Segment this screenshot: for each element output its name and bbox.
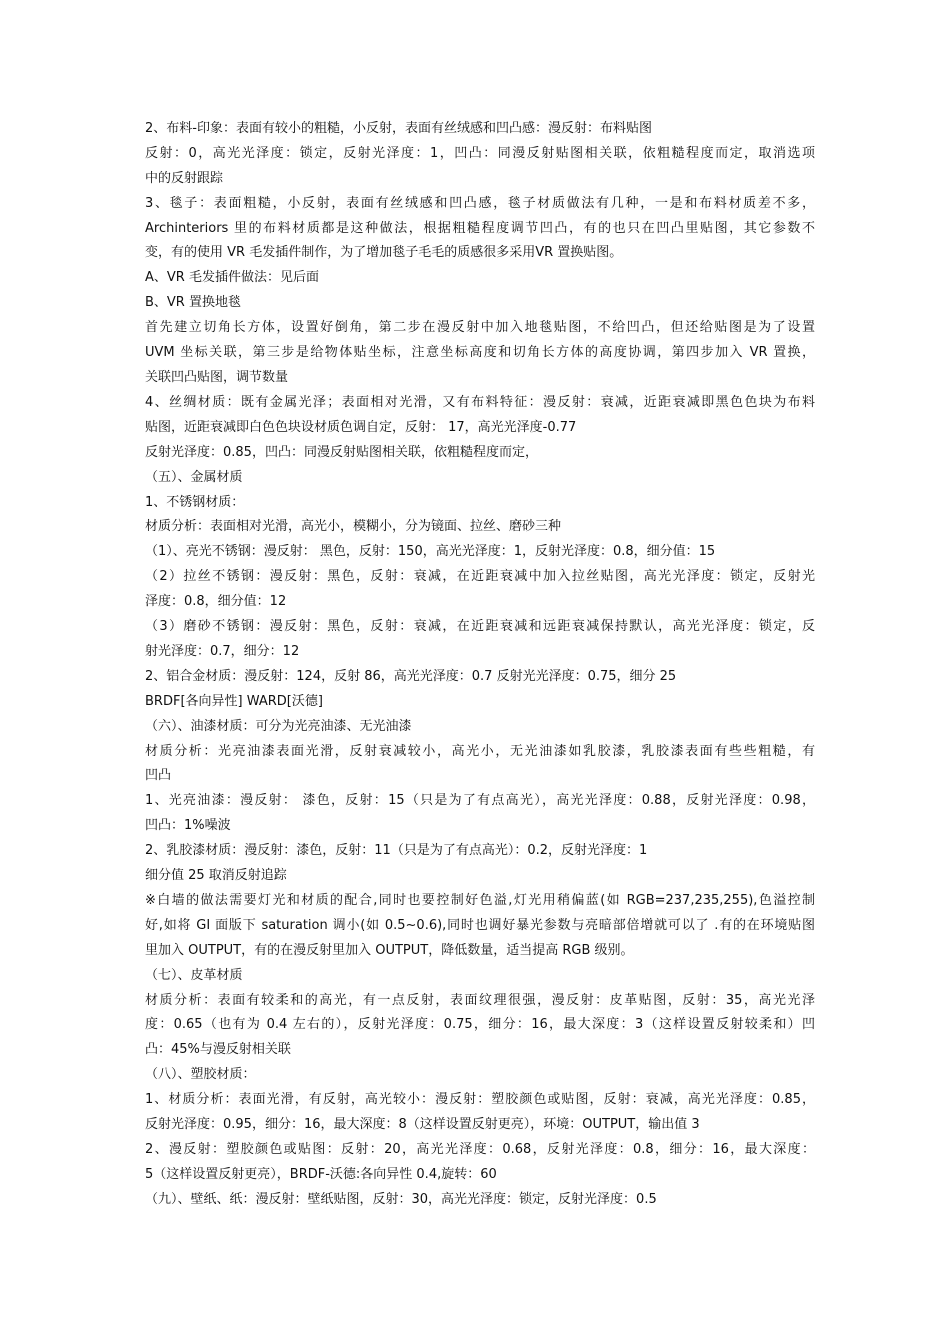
text-line: 1、材质分析：表面光滑，有反射，高光较小：漫反射：塑胶颜色或贴图，反射：衰减，高光光泽度：0.85，	[145, 1092, 815, 1108]
text-line: 1、不锈钢材质：	[145, 494, 245, 510]
text-line: 贴图，近距衰减即白色色块设材质色调自定，反射： 17，高光光泽度-0.77	[145, 419, 577, 435]
text-line: 3、毯子：表面粗糙，小反射，表面有丝绒感和凹凸感，毯子材质做法有几种，一是和布料材质差不多，	[145, 195, 815, 211]
text-line: 材质分析：光亮油漆表面光滑，反射衰减较小，高光小，无光油漆如乳胶漆，乳胶漆表面有些些粗糙，有	[145, 743, 815, 759]
text-line: 2、漫反射：塑胶颜色或贴图：反射：20，高光光泽度：0.68，反射光泽度：0.8，细分：16，最大深度：	[145, 1141, 815, 1157]
text-line: 2、布料-印象：表面有较小的粗糙，小反射，表面有丝绒感和凹凸感：漫反射：布料贴图	[145, 121, 652, 136]
text-line: A、VR 毛发插件做法：见后面	[145, 270, 319, 286]
text-line: 反射：0，高光光泽度：锁定，反射光泽度：1，凹凸：同漫反射贴图相关联，依粗糙程度而定，取消选项	[145, 145, 815, 161]
text-line: 凹凸：1%噪波	[145, 818, 231, 834]
text-line: 首先建立切角长方体，设置好倒角，第二步在漫反射中加入地毯贴图，不给凹凸，但还给贴图是为了设置	[145, 320, 815, 336]
text-line: 度：0.65（也有为 0.4 左右的），反射光泽度：0.75，细分：16，最大深度：3（这样设置反射较柔和）凹	[145, 1017, 815, 1033]
document-body	[145, 117, 815, 1213]
text-line: （3）磨砂不锈钢：漫反射：黑色，反射：衰减，在近距衰减和远距衰减保持默认，高光光泽度：锁定，反	[145, 619, 815, 635]
text-line: ※白墙的做法需要灯光和材质的配合,同时也要控制好色溢,灯光用稍偏蓝(如 RGB=237,235,255),色溢控制	[145, 892, 815, 908]
text-line: 凹凸	[145, 768, 172, 784]
text-line: Archinteriors 里的布料材质都是这种做法，根据粗糙程度调节凹凸，有的也只在凹凸里贴图，其它参数不	[145, 220, 815, 236]
text-line: 材质分析：表面有较柔和的高光，有一点反射，表面纹理很强，漫反射：皮革贴图，反射：35，高光光泽	[145, 992, 815, 1008]
text-line: 中的反射跟踪	[145, 170, 224, 186]
text-line: 2、铝合金材质：漫反射：124，反射 86，高光光泽度：0.7 反射光光泽度：0.75，细分 25	[145, 668, 677, 684]
text-line: 4、丝绸材质：既有金属光泽；表面相对光滑，又有布料特征：漫反射：衰减，近距衰减即黑色色块为布料	[145, 394, 815, 410]
text-line: 5（这样设置反射更亮），BRDF-沃德:各向异性 0.4,旋转：60	[145, 1166, 497, 1182]
text-line: 好,如将 GI 面版下 saturation 调小(如 0.5~0.6),同时也调好暴光参数与亮暗部倍增就可以了 .有的在环境贴图	[145, 917, 815, 933]
text-line: 凸：45%与漫反射相关联	[145, 1042, 291, 1058]
text-line: 变，有的使用 VR 毛发插件制作，为了增加毯子毛毛的质感很多采用VR 置换贴图。	[145, 245, 623, 261]
text-line: BRDF[各向异性] WARD[沃德]	[145, 693, 323, 709]
text-line: UVM 坐标关联，第三步是给物体贴坐标，注意坐标高度和切角长方体的高度协调，第四步加入 VR 置换，	[145, 345, 815, 361]
text-line: 材质分析：表面相对光滑，高光小，模糊小，分为镜面、拉丝、磨砂三种	[145, 519, 562, 535]
text-line: 2、乳胶漆材质：漫反射：漆色，反射：11（只是为了有点高光）：0.2，反射光泽度：1	[145, 843, 648, 859]
text-line: 泽度：0.8，细分值：12	[145, 594, 287, 610]
text-line: （2）拉丝不锈钢：漫反射：黑色，反射：衰减，在近距衰减中加入拉丝贴图，高光光泽度：锁定，反射光	[145, 569, 815, 585]
text-line: （七）、皮革材质	[145, 967, 243, 983]
text-line: （九）、壁纸、纸：漫反射：壁纸贴图，反射：30，高光光泽度：锁定，反射光泽度：0.5	[145, 1191, 657, 1207]
text-line: 里加入 OUTPUT，有的在漫反射里加入 OUTPUT，降低数量，适当提高 RGB 级别。	[145, 942, 634, 958]
text-line: 反射光泽度：0.85，凹凸：同漫反射贴图相关联，依粗糙程度而定，	[145, 444, 538, 460]
text-line: 反射光泽度：0.95，细分：16，最大深度：8（这样设置反射更亮），环境：OUTPUT，输出值 3	[145, 1117, 700, 1133]
text-line: 关联凹凸贴图，调节数量	[145, 369, 289, 385]
text-line: 1、光亮油漆：漫反射： 漆色，反射：15（只是为了有点高光），高光光泽度：0.88，反射光泽度：0.98，	[145, 793, 815, 809]
text-line: 射光泽度：0.7，细分：12	[145, 643, 300, 659]
text-line: B、VR 置换地毯	[145, 295, 241, 311]
text-line: （八）、塑胶材质：	[145, 1067, 256, 1083]
text-line: 细分值 25 取消反射追踪	[145, 868, 287, 884]
text-line: （六）、油漆材质：可分为光亮油漆、无光油漆	[145, 718, 412, 734]
text-line: （五）、金属材质	[145, 469, 243, 485]
text-line: （1）、亮光不锈钢：漫反射： 黑色，反射：150，高光光泽度：1，反射光泽度：0.8，细分值：15	[145, 544, 716, 560]
